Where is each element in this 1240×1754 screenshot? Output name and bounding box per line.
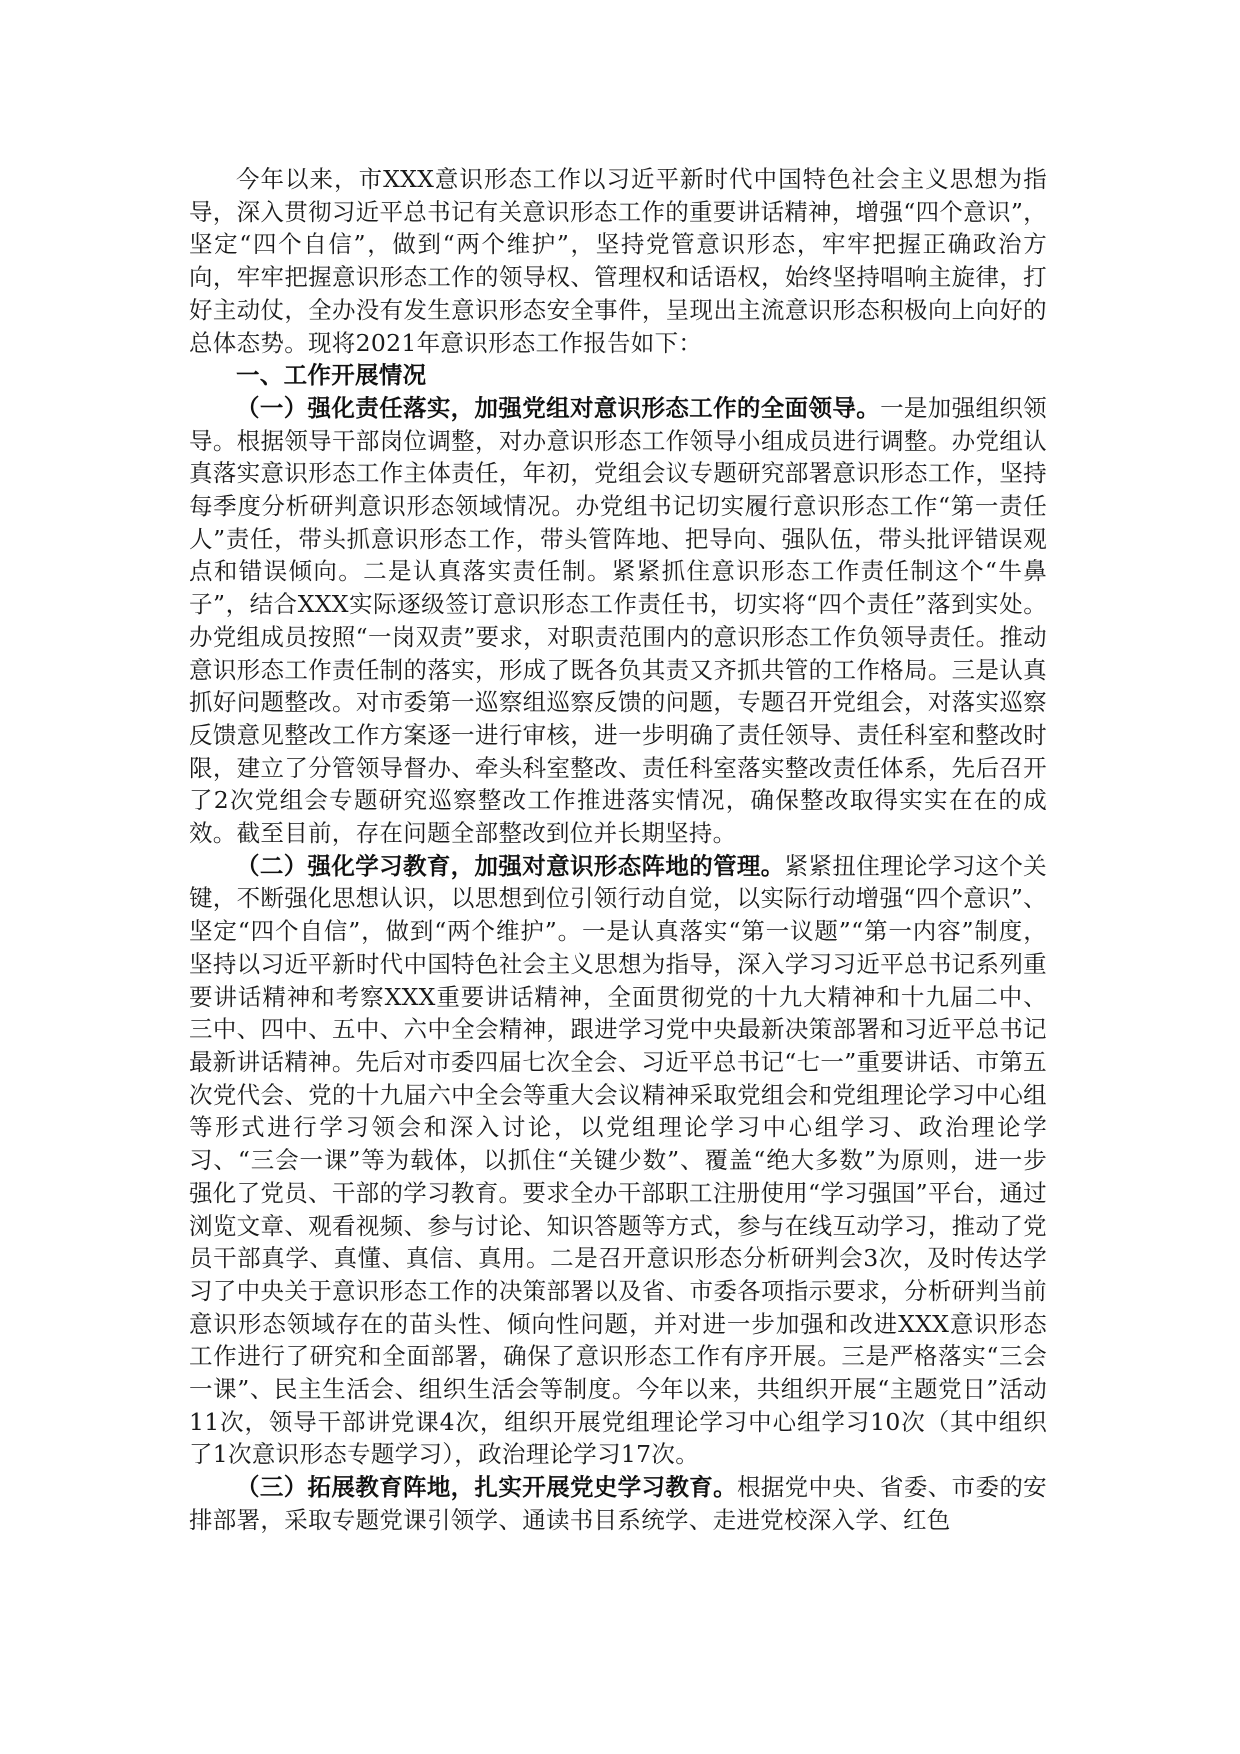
subsection-1-paragraph bbox=[189, 392, 1047, 850]
subsection-3-paragraph bbox=[189, 1471, 1047, 1536]
intro-text: 今年以来，市XXX意识形态工作以习近平新时代中国特色社会主义思想为指导，深入贯彻习近平总书记有关意识形态工作的重要讲话精神，增强“四个意识”，坚定“四个自信”，做到“两个维护”，坚持党管意识形态，牢牢把握正确政治方向，牢牢把握意识形态工作的领导权、管理权和话语权，始终坚持唱响主旋律，打好主动仗，全办没有发生意识形态安全事件，呈现出主流意识形态积极向上向好的总体态势。现将2021年意识形态工作报告如下： bbox=[189, 165, 1047, 357]
section-heading-1 bbox=[189, 359, 1047, 392]
subsection-3-heading: （三）拓展教育阵地，扎实开展党史学习教育。 bbox=[236, 1473, 737, 1502]
document-body bbox=[189, 163, 1047, 1537]
subsection-1-body: 一是加强组织领导。根据领导干部岗位调整，对办意识形态工作领导小组成员进行调整。办党组认真落实意识形态工作主体责任，年初，党组会议专题研究部署意识形态工作，坚持每季度分析研判意识形态领域情况。办党组书记切实履行意识形态工作“第一责任人”责任，带头抓意识形态工作，带头管阵地、把导向、强队伍，带头批评错误观点和错误倾向。二是认真落实责任制。紧紧抓住意识形态工作责任制这个“牛鼻子”，结合XXX实际逐级签订意识形态工作责任书，切实将“四个责任”落到实处。办党组成员按照“一岗双责”要求，对职责范围内的意识形态工作负领导责任。推动意识形态工作责任制的落实，形成了既各负其责又齐抓共管的工作格局。三是认真抓好问题整改。对市委第一巡察组巡察反馈的问题，专题召开党组会，对落实巡察反馈意见整改工作方案逐一进行审核，进一步明确了责任领导、责任科室和整改时限，建立了分管领导督办、牵头科室整改、责任科室落实整改责任体系，先后召开了2次党组会专题研究巡察整改工作推进落实情况，确保整改取得实实在在的成效。截至目前，存在问题全部整改到位并长期坚持。 bbox=[189, 393, 1047, 848]
subsection-2-body: 紧紧扭住理论学习这个关键，不断强化思想认识，以思想到位引领行动自觉，以实际行动增强“四个意识”、坚定“四个自信”，做到“两个维护”。一是认真落实“第一议题”“第一内容”制度，坚持以习近平新时代中国特色社会主义思想为指导，深入学习习近平总书记系列重要讲话精神和考察XXX重要讲话精神，全面贯彻党的十九大精神和十九届二中、三中、四中、五中、六中全会精神，跟进学习党中央最新决策部署和习近平总书记最新讲话精神。先后对市委四届七次全会、习近平总书记“七一”重要讲话、市第五次党代会、党的十九届六中全会等重大会议精神采取党组会和党组理论学习中心组等形式进行学习领会和深入讨论，以党组理论学习中心组学习、政治理论学习、“三会一课”等为载体，以抓住“关键少数”、覆盖“绝大多数”为原则，进一步强化了党员、干部的学习教育。要求全办干部职工注册使用“学习强国”平台，通过浏览文章、观看视频、参与讨论、知识答题等方式，参与在线互动学习，推动了党员干部真学、真懂、真信、真用。二是召开意识形态分析研判会3次，及时传达学习了中央关于意识形态工作的决策部署以及省、市委各项指示要求，分析研判当前意识形态领域存在的苗头性、倾向性问题，并对进一步加强和改进XXX意识形态工作进行了研究和全面部署，确保了意识形态工作有序开展。三是严格落实“三会一课”、民主生活会、组织生活会等制度。今年以来，共组织开展“主题党日”活动11次，领导干部讲党课4次，组织开展党组理论学习中心组学习10次（其中组织了1次意识形态专题学习），政治理论学习17次。 bbox=[189, 851, 1047, 1469]
subsection-2-paragraph bbox=[189, 850, 1047, 1471]
section-heading-text: 一、工作开展情况 bbox=[236, 361, 427, 390]
intro-paragraph bbox=[189, 163, 1047, 359]
subsection-3-body: 根据党中央、省委、市委的安排部署，采取专题党课引领学、通读书目系统学、走进党校深入学、红色 bbox=[189, 1473, 1047, 1534]
subsection-2-heading: （二）强化学习教育，加强对意识形态阵地的管理。 bbox=[236, 851, 785, 880]
subsection-1-heading: （一）强化责任落实，加强党组对意识形态工作的全面领导。 bbox=[236, 393, 881, 422]
